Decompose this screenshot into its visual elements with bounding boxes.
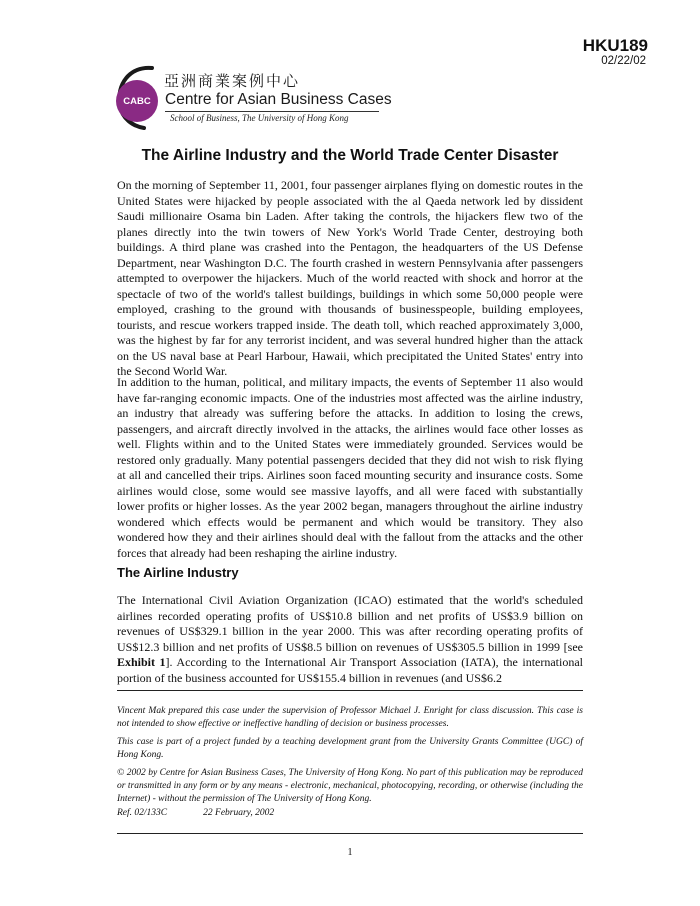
case-date: 02/22/02: [601, 55, 646, 67]
logo-chinese-name: 亞洲商業案例中心: [164, 74, 301, 90]
footnote: This case is part of a project funded by a teaching development grant from the University Grants Committee (UGC) of Hong Kong.: [117, 737, 583, 760]
reference-date: 22 February, 2002: [203, 808, 275, 818]
bottom-divider: [117, 833, 583, 834]
body-text: The International Civil Aviation Organization (ICAO) estimated that the world's scheduled airlines recorded operating profits of US$10.8 billion and net profits of US$3.9 billion on revenues of US$329.1 billion in the year 2000. This was after recording operating profits of US$12.3 billion and net profits of US$8.5 billion on revenues of US$305.5 billion in 1999 [see: [117, 593, 583, 654]
body-paragraph: [117, 593, 583, 686]
page-title: The Airline Industry and the World Trade Center Disaster: [141, 147, 559, 164]
cabc-logo: [112, 62, 392, 132]
exhibit-reference: Exhibit 1: [117, 655, 166, 669]
footnote: Vincent Mak prepared this case under the supervision of Professor Michael J. Enright for class discussion. This case is not intended to show effective or ineffective handling of decision or business processes.: [117, 706, 583, 729]
case-code: HKU189: [582, 36, 648, 55]
body-paragraph: On the morning of September 11, 2001, four passenger airplanes flying on domestic routes in the United States were hijacked by people associated with the al Qaeda network led by dissident Saudi millionaire Osama bin Laden. After taking the controls, the hijackers flew two of the planes directly into the twin towers of New York's World Trade Center, destroying both buildings. A third plane was crashed into the Pentagon, the headquarters of the US Defense Department, near Washington D.C. The fourth crashed in western Pennsylvania after passengers attempted to overpower the hijackers. Much of the world reacted with shock and horror at the spectacle of two of the world's tallest buildings, buildings in which some 50,000 people were employed, crashing to the ground with thousands of businesspeople, building employees, tourists, and rescue workers trapped inside. The death toll, which reached approximately 3,000, was the highest by far for any terrorist incident, and was several hundred higher than the attack on the US naval base at Pearl Harbour, Hawaii, which precipitated the United States' entry into the Second World War.: [117, 178, 583, 378]
logo-sub-name: School of Business, The University of Hong Kong: [170, 113, 349, 123]
reference-line: [117, 808, 274, 818]
body-text: ]. According to the International Air Transport Association (IATA), the international portion of the business accounted for US$155.4 billion in revenues (and US$6.2: [117, 655, 583, 685]
footnote: © 2002 by Centre for Asian Business Cases, The University of Hong Kong. No part of this publication may be reproduced or transmitted in any form or by any means - electronic, mechanical, photocopying, recording, or otherwise (including the Internet) - without the permission of The University of Hong Kong.: [117, 768, 583, 804]
body-paragraph: In addition to the human, political, and military impacts, the events of September 11 also would have far-ranging economic impacts. One of the industries most affected was the airline industry, an industry that already was suffering before the attacks. In addition to losing the crews, passengers, and aircraft directly involved in the attacks, the airlines would face other losses as well. Flights within and to the United States were immediately grounded. Services would be restored only gradually. Many potential passengers decided that they did not wish to risk flying at all and cancelled their trips. Airlines soon faced mounting security and insurance costs. Some airlines would close, some would see massive layoffs, and all were faced with substantially lower profits or higher losses. As the year 2002 began, managers throughout the airline industry wondered which effects would be permanent and which would be transitory. They also wondered how they and their airlines should deal with the fallout from the attacks and the other forces that already had been reshaping the airline industry.: [117, 375, 583, 560]
logo-divider: [165, 111, 379, 112]
page-number: 1: [347, 847, 353, 858]
logo-org-name: Centre for Asian Business Cases: [165, 91, 392, 108]
reference-code: Ref. 02/133C: [117, 808, 168, 818]
footer-divider: [117, 690, 583, 691]
logo-badge: CABC: [116, 80, 158, 122]
section-heading: The Airline Industry: [117, 565, 239, 580]
